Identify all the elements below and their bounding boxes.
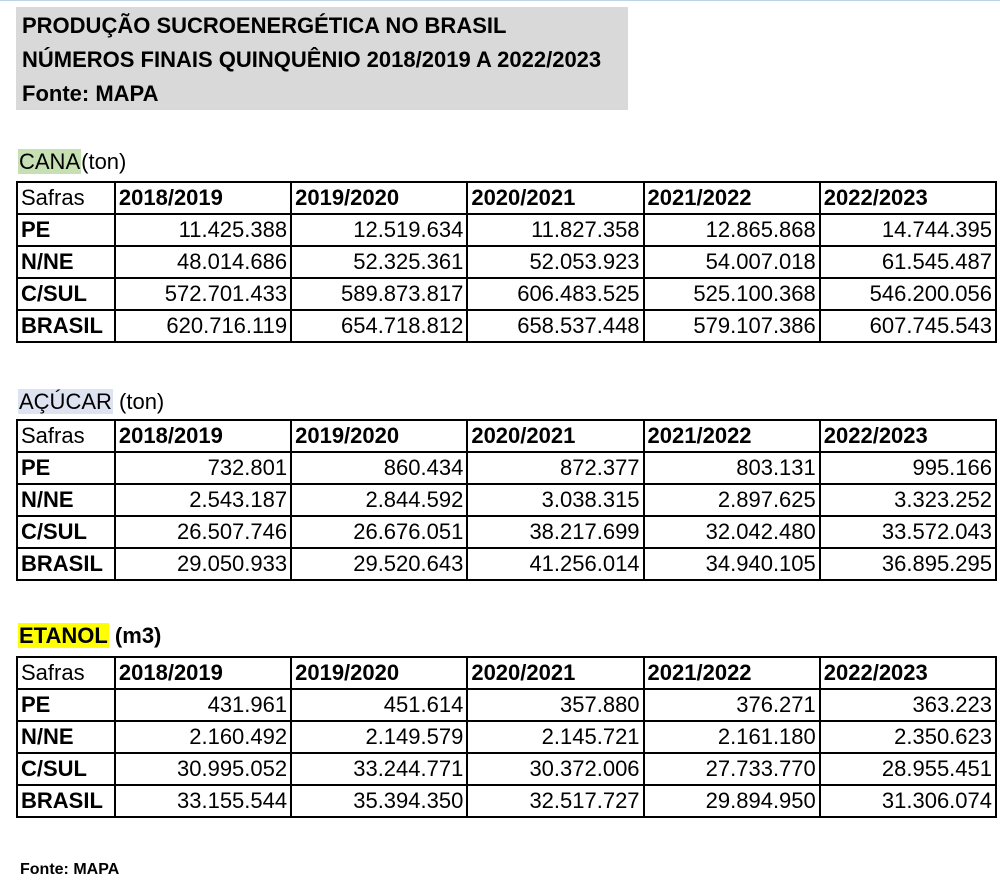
table-row <box>17 278 996 310</box>
header-cell: 2019/2020 <box>291 420 467 452</box>
table-header-row <box>17 182 996 214</box>
header-cell: 2020/2021 <box>467 657 643 689</box>
table-header-row <box>17 657 996 689</box>
table-cell: 2.145.721 <box>467 721 643 753</box>
table-row <box>17 721 996 753</box>
table-cell: 451.614 <box>291 689 467 721</box>
header-cell: 2022/2023 <box>820 657 996 689</box>
header-cell: Safras <box>17 420 115 452</box>
table-cell: 363.223 <box>820 689 996 721</box>
section-label-acucar: AÇÚCAR <box>19 389 112 414</box>
section-label-cana: CANA <box>19 149 81 174</box>
section-label-etanol: ETANOL <box>19 623 108 648</box>
table-cell: 872.377 <box>467 452 643 484</box>
table-cell: 606.483.525 <box>467 278 643 310</box>
header-cell: Safras <box>17 182 115 214</box>
table-row <box>17 310 996 342</box>
table-cell: 29.050.933 <box>115 548 291 580</box>
table-cell: 33.572.043 <box>820 516 996 548</box>
table-cell: 26.507.746 <box>115 516 291 548</box>
table-cell: 2.543.187 <box>115 484 291 516</box>
table-cell: 30.995.052 <box>115 753 291 785</box>
table-cell: 357.880 <box>467 689 643 721</box>
row-label: BRASIL <box>17 310 115 342</box>
row-label: BRASIL <box>17 548 115 580</box>
table-row <box>17 689 996 721</box>
table-etanol <box>16 656 997 818</box>
row-label: N/NE <box>17 484 115 516</box>
table-cell: 2.897.625 <box>644 484 820 516</box>
table-cell: 34.940.105 <box>644 548 820 580</box>
table-row <box>17 516 996 548</box>
table-acucar <box>16 419 997 581</box>
row-label: C/SUL <box>17 278 115 310</box>
report-source: Fonte: MAPA <box>22 81 159 106</box>
header-cell: 2021/2022 <box>644 657 820 689</box>
table-cell: 654.718.812 <box>291 310 467 342</box>
row-label: PE <box>17 689 115 721</box>
table-cell: 376.271 <box>644 689 820 721</box>
row-label: N/NE <box>17 246 115 278</box>
table-header-row <box>17 420 996 452</box>
table-cell: 30.372.006 <box>467 753 643 785</box>
table-row <box>17 484 996 516</box>
table-cell: 546.200.056 <box>820 278 996 310</box>
table-cell: 28.955.451 <box>820 753 996 785</box>
table-cell: 2.844.592 <box>291 484 467 516</box>
table-cell: 32.042.480 <box>644 516 820 548</box>
table-cell: 579.107.386 <box>644 310 820 342</box>
section-title-etanol <box>18 622 161 650</box>
table-cell: 3.323.252 <box>820 484 996 516</box>
row-label: BRASIL <box>17 785 115 817</box>
table-cell: 38.217.699 <box>467 516 643 548</box>
table-cell: 860.434 <box>291 452 467 484</box>
table-cell: 35.394.350 <box>291 785 467 817</box>
table-cell: 54.007.018 <box>644 246 820 278</box>
table-cell: 36.895.295 <box>820 548 996 580</box>
header-cell: 2020/2021 <box>467 182 643 214</box>
table-row <box>17 452 996 484</box>
table-cell: 525.100.368 <box>644 278 820 310</box>
table-cell: 11.827.358 <box>467 214 643 246</box>
header-cell: 2018/2019 <box>115 657 291 689</box>
table-cell: 11.425.388 <box>115 214 291 246</box>
table-cell: 2.149.579 <box>291 721 467 753</box>
table-cell: 26.676.051 <box>291 516 467 548</box>
header-cell: 2021/2022 <box>644 420 820 452</box>
table-cell: 732.801 <box>115 452 291 484</box>
table-cell: 572.701.433 <box>115 278 291 310</box>
table-cell: 2.160.492 <box>115 721 291 753</box>
table-cell: 52.053.923 <box>467 246 643 278</box>
table-cell: 41.256.014 <box>467 548 643 580</box>
header-cell: 2019/2020 <box>291 657 467 689</box>
table-cell: 803.131 <box>644 452 820 484</box>
table-cell: 48.014.686 <box>115 246 291 278</box>
header-cell: 2020/2021 <box>467 420 643 452</box>
header-cell: 2022/2023 <box>820 182 996 214</box>
header-cell: 2019/2020 <box>291 182 467 214</box>
section-unit-cana: (ton) <box>81 149 127 174</box>
table-row <box>17 785 996 817</box>
table-cell: 14.744.395 <box>820 214 996 246</box>
header-cell: 2022/2023 <box>820 420 996 452</box>
table-cana <box>16 181 997 343</box>
table-cell: 61.545.487 <box>820 246 996 278</box>
header-cell: Safras <box>17 657 115 689</box>
table-row <box>17 753 996 785</box>
table-cell: 31.306.074 <box>820 785 996 817</box>
table-cell: 2.161.180 <box>644 721 820 753</box>
table-cell: 32.517.727 <box>467 785 643 817</box>
footer-source: Fonte: MAPA <box>20 861 120 878</box>
table-cell: 995.166 <box>820 452 996 484</box>
table-cell: 658.537.448 <box>467 310 643 342</box>
table-row <box>17 246 996 278</box>
section-unit-etanol: (m3) <box>108 623 162 648</box>
row-label: C/SUL <box>17 516 115 548</box>
report-header <box>16 7 628 110</box>
table-cell: 2.350.623 <box>820 721 996 753</box>
header-cell: 2018/2019 <box>115 182 291 214</box>
table-cell: 33.155.544 <box>115 785 291 817</box>
table-cell: 431.961 <box>115 689 291 721</box>
row-label: C/SUL <box>17 753 115 785</box>
header-cell: 2021/2022 <box>644 182 820 214</box>
report-title: PRODUÇÃO SUCROENERGÉTICA NO BRASIL <box>22 13 507 38</box>
table-row <box>17 214 996 246</box>
table-cell: 12.865.868 <box>644 214 820 246</box>
table-cell: 12.519.634 <box>291 214 467 246</box>
table-cell: 3.038.315 <box>467 484 643 516</box>
header-cell: 2018/2019 <box>115 420 291 452</box>
table-cell: 589.873.817 <box>291 278 467 310</box>
row-label: N/NE <box>17 721 115 753</box>
table-cell: 52.325.361 <box>291 246 467 278</box>
section-title-cana <box>18 148 126 176</box>
table-cell: 33.244.771 <box>291 753 467 785</box>
report-subtitle: NÚMEROS FINAIS QUINQUÊNIO 2018/2019 A 2022/2023 <box>22 47 602 72</box>
table-cell: 29.520.643 <box>291 548 467 580</box>
section-unit-acucar: (ton) <box>112 389 165 414</box>
table-cell: 620.716.119 <box>115 310 291 342</box>
section-title-acucar <box>18 388 164 416</box>
table-cell: 29.894.950 <box>644 785 820 817</box>
row-label: PE <box>17 214 115 246</box>
table-cell: 27.733.770 <box>644 753 820 785</box>
row-label: PE <box>17 452 115 484</box>
table-cell: 607.745.543 <box>820 310 996 342</box>
top-divider <box>0 0 1000 1</box>
table-row <box>17 548 996 580</box>
